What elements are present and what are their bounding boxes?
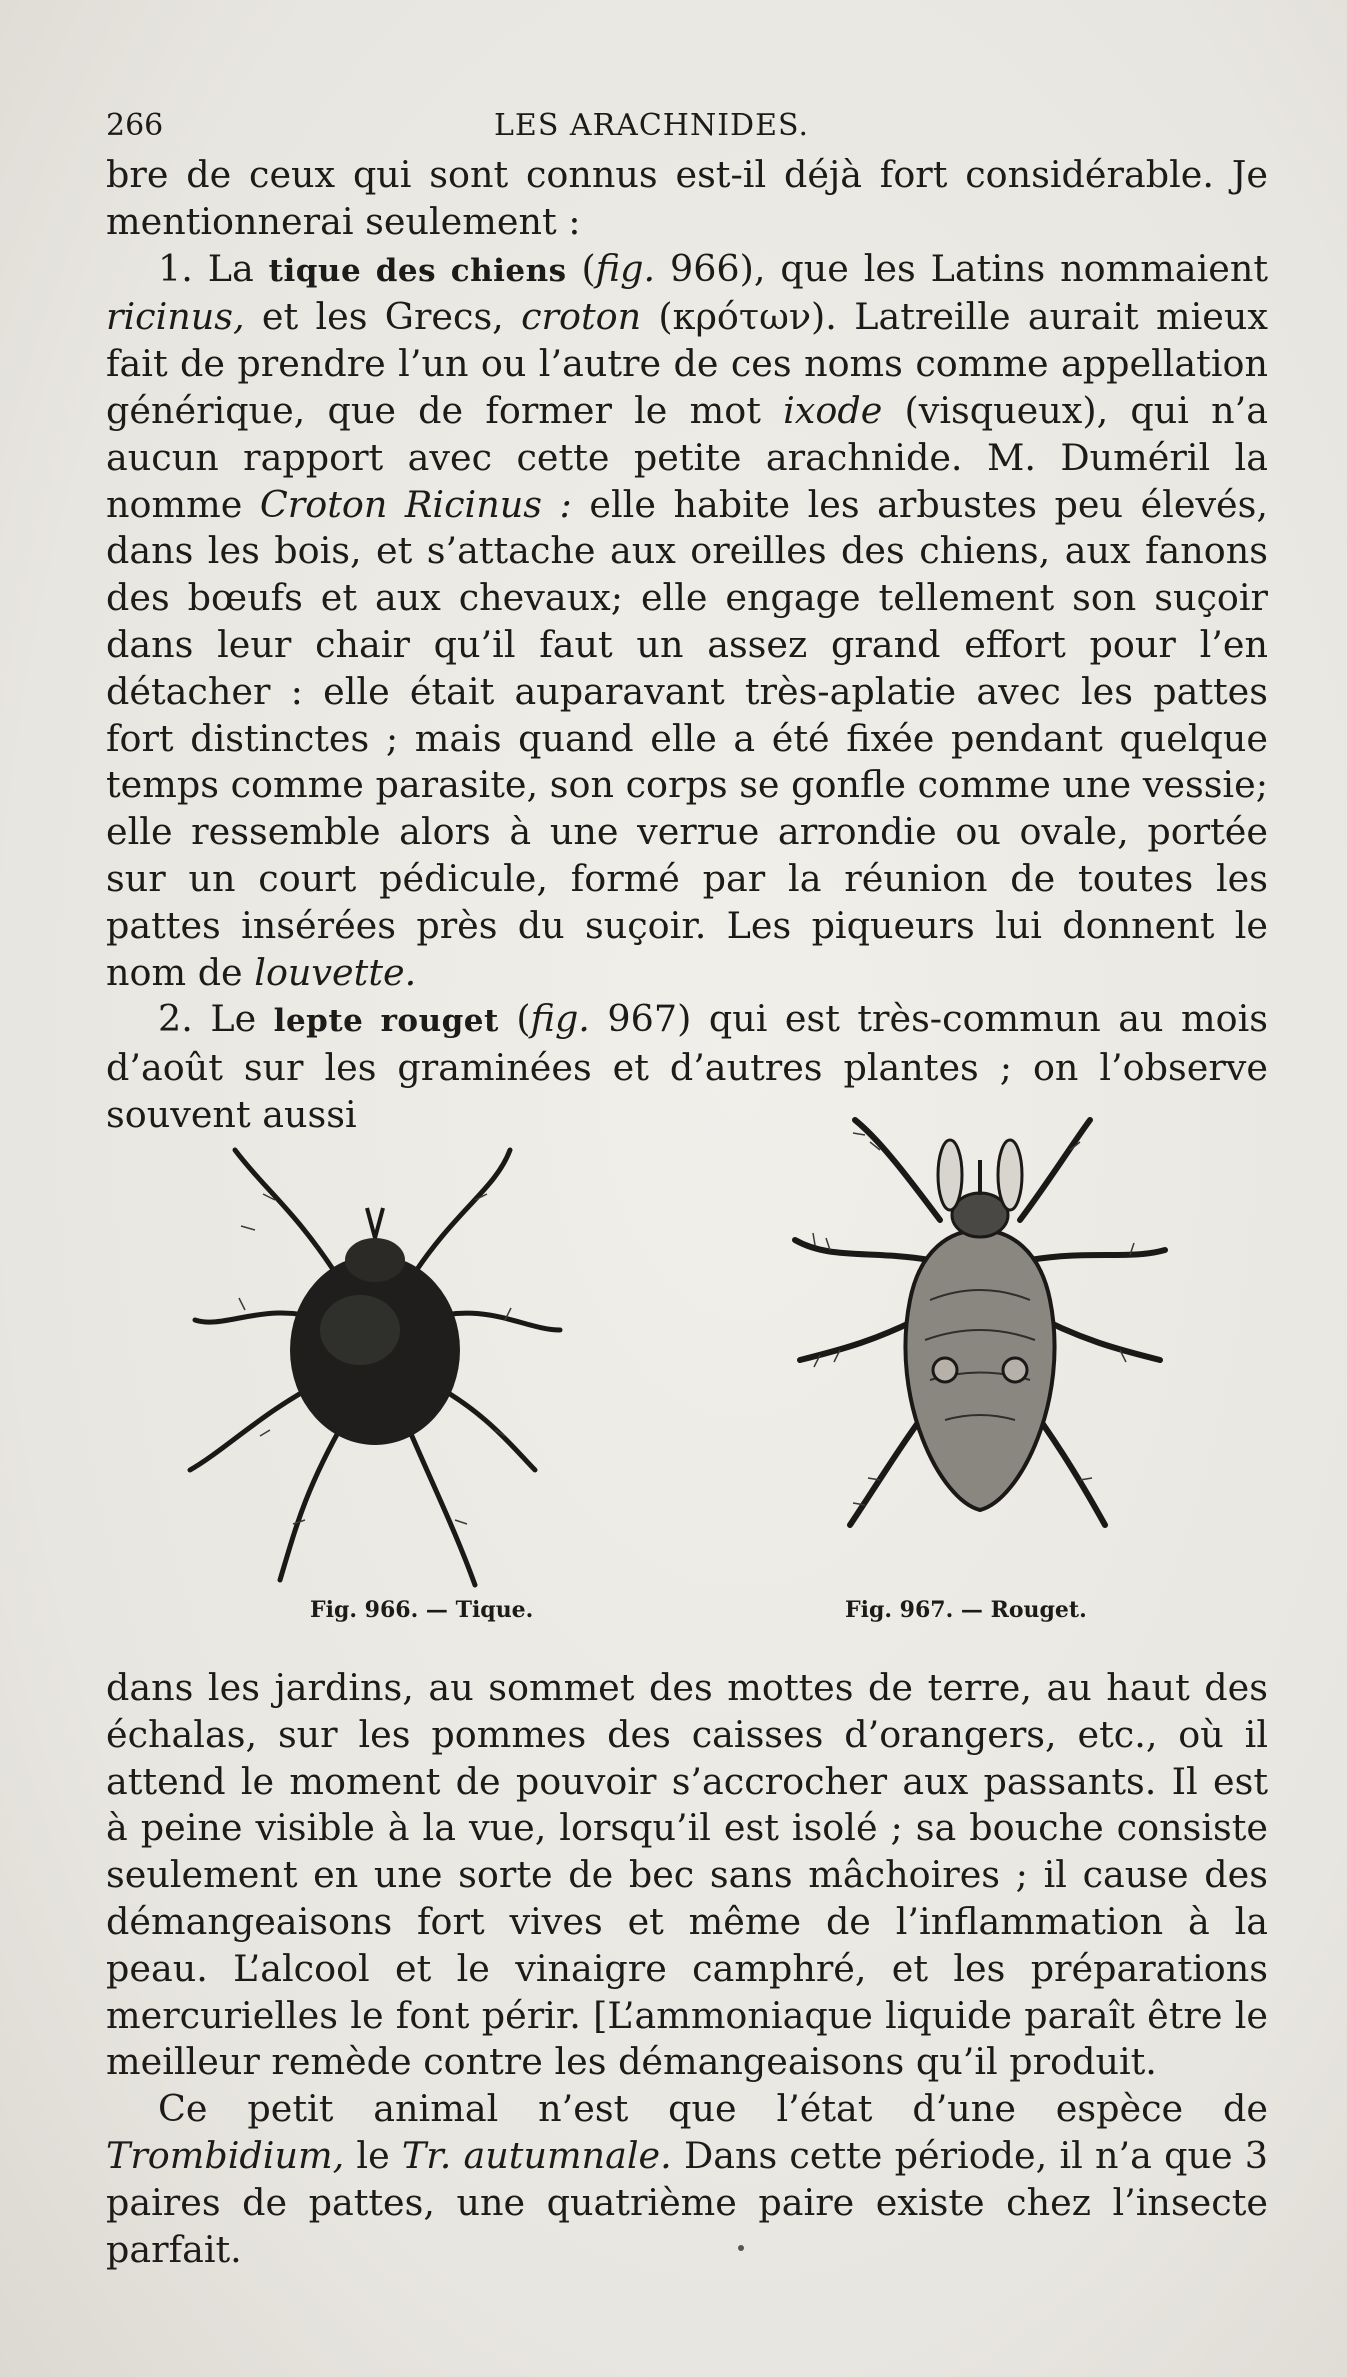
item-1-ref-num: 966), bbox=[669, 246, 766, 290]
item-2-text: qui est très-commun au mois d’août sur les graminées et d’autres plantes ; on l’observe souvent aussi bbox=[106, 997, 1269, 1136]
final-text-c: Dans cette période, il n’a que 3 paires de pattes, une quatrième paire existe chez l’insecte parfait. bbox=[106, 2133, 1269, 2271]
continuation-paragraph: dans les jardins, au sommet des mottes de terre, au haut des échalas, sur les pommes des caisses d’orangers, etc., où il attend le moment de pouvoir s’accrocher aux passants. Il est à peine visible à la vue, lorsqu’il est isolé ; sa bouche consiste seulement en une sorte de bec sans mâchoires ; il cause des démangeaisons fort vives et même de l’inflammation à la peau. L’alcool et le vinaigre camphré, et les préparations mercurielles le font périr. [L’ammoniaque liquide paraît être le meilleur remède contre les démangeaisons qu’il produit. bbox=[106, 1666, 1268, 2084]
item-1-greek: (κρότων). bbox=[658, 295, 837, 339]
item-1-number: 1. bbox=[158, 246, 193, 290]
page-number: 266 bbox=[106, 108, 164, 143]
item-2-article: Le bbox=[210, 997, 257, 1041]
page-speck bbox=[738, 2245, 744, 2251]
item-1-fig-abbrev: fig. bbox=[595, 246, 656, 290]
tick-illustration bbox=[175, 1130, 575, 1590]
item-1-louvette: louvette. bbox=[254, 950, 417, 994]
item-1-ricinus: ricinus, bbox=[106, 295, 245, 339]
text-block-bottom bbox=[106, 1665, 1268, 2273]
item-2-ref-open: ( bbox=[516, 997, 531, 1041]
item-1-ixode: ixode bbox=[783, 388, 883, 432]
item-1-term: tique des chiens bbox=[268, 252, 567, 289]
item-1-croton-ricinus: Croton Ricinus : bbox=[259, 482, 572, 526]
item-1-text-d: (visqueux), qui n’a aucun rapport avec cette petite arachnide. M. Duméril la nomme bbox=[106, 388, 1269, 526]
item-2-ref-num: 967) bbox=[607, 997, 692, 1041]
final-tr-autumnale: Tr. autumnale. bbox=[401, 2133, 672, 2177]
figure-967-caption: Fig. 967. — Rouget. bbox=[845, 1597, 1087, 1623]
text-block-top bbox=[106, 152, 1268, 1139]
final-trombidium: Trombidium, bbox=[106, 2133, 345, 2177]
item-1-text-e: elle habite les arbustes peu élevés, dans les bois, et s’attache aux oreilles des chiens, aux fanons des bœufs et aux chevaux; elle engage tellement son suçoir dans leur chair qu’il faut un assez grand effort pour l’en détacher : elle était auparavant très-aplatie avec les pattes fort distinctes ; mais quand elle a été fixée pendant quelque temps comme parasite, son corps se gonfle comme une vessie; elle ressemble alors à une verrue arrondie ou ovale, portée sur un court pédicule, formé par la réunion de toutes les pattes insérées près du suçoir. Les piqueurs lui donnent le nom de bbox=[106, 482, 1268, 994]
item-2-number: 2. bbox=[158, 997, 193, 1041]
item-1-text-c: Latreille aurait mieux fait de prendre l’un ou l’autre de ces noms comme appellation générique, que de former le mot bbox=[106, 295, 1268, 432]
final-text-a: Ce petit animal n’est que l’état d’une espèce de bbox=[158, 2087, 1268, 2131]
item-1-article: La bbox=[207, 246, 254, 290]
mite-illustration bbox=[770, 1100, 1190, 1540]
figure-966-caption: Fig. 966. — Tique. bbox=[310, 1597, 534, 1623]
item-1-ref-open: ( bbox=[581, 246, 596, 290]
running-head: LES ARACHNIDES. bbox=[494, 108, 810, 143]
item-1-paragraph bbox=[106, 246, 1268, 997]
final-paragraph bbox=[106, 2086, 1268, 2273]
item-1-text-a: que les Latins nommaient bbox=[780, 246, 1269, 290]
page-header bbox=[106, 108, 1266, 148]
item-2-fig-abbrev: fig. bbox=[530, 997, 590, 1041]
item-1-text-b: et les Grecs, bbox=[261, 295, 504, 339]
intro-paragraph: bre de ceux qui sont connus est-il déjà fort considérable. Je mentionnerai seulement : bbox=[106, 153, 1268, 243]
final-text-b: le bbox=[356, 2133, 390, 2177]
item-2-term: lepte rouget bbox=[273, 1003, 499, 1040]
item-1-croton: croton bbox=[521, 295, 642, 339]
